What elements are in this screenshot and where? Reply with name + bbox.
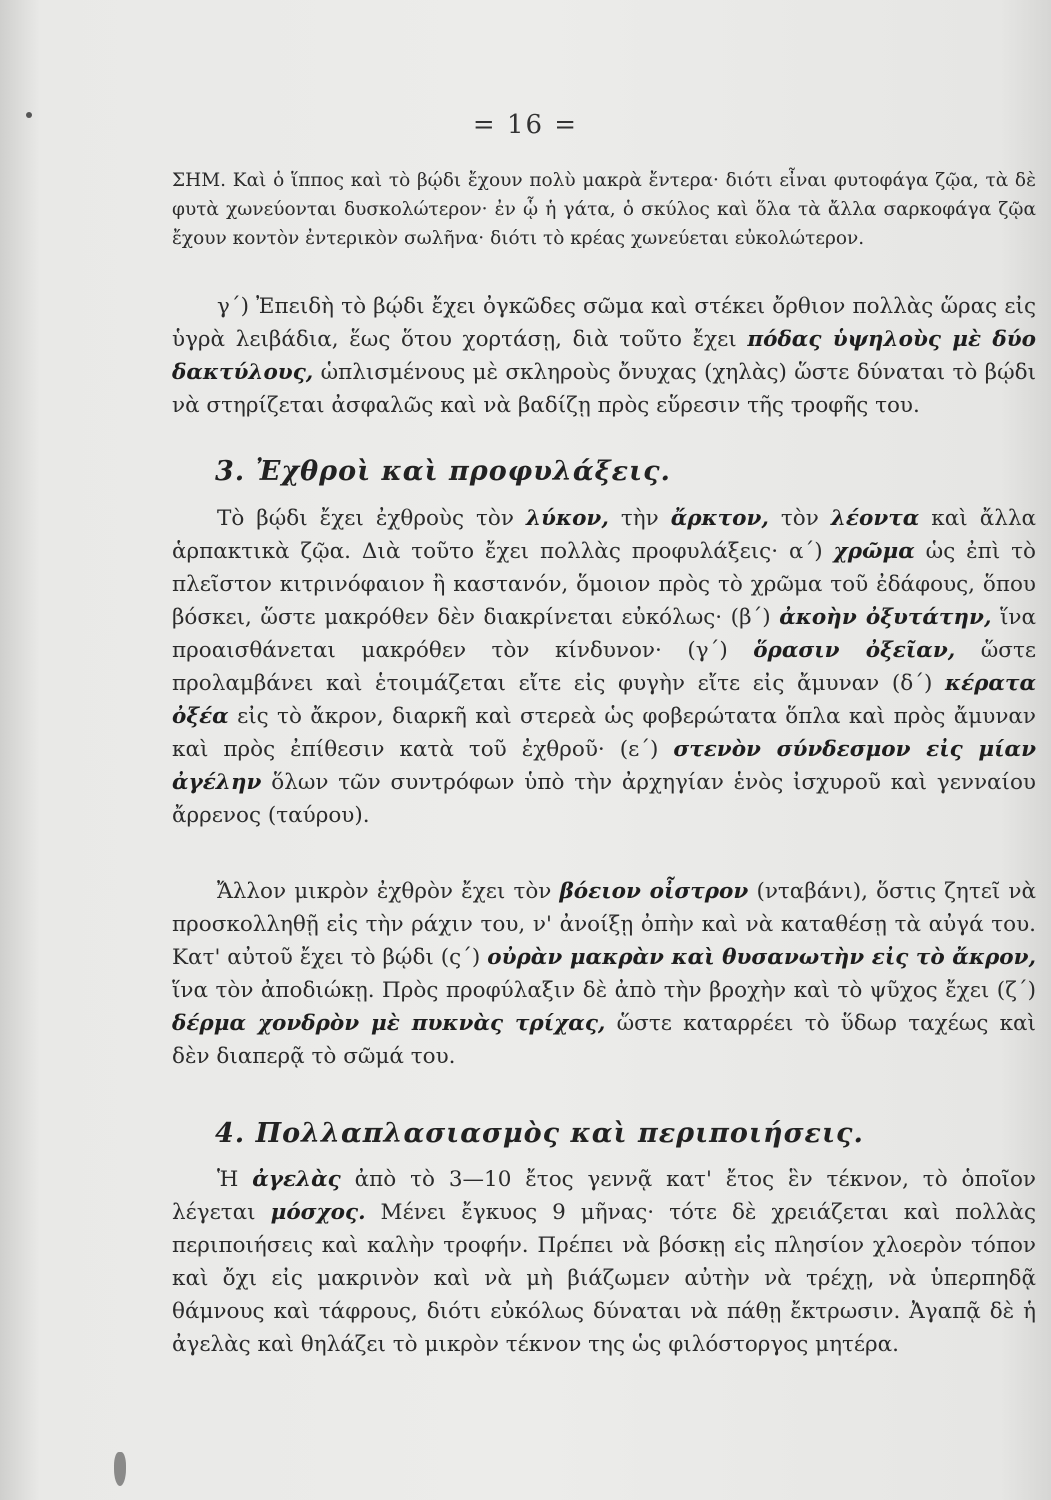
text-run: Ἄλλον μικρὸν ἐχθρὸν ἔχει τὸν (217, 879, 560, 904)
text-run: Μένει ἔγκυος 9 μῆνας· τότε δὲ χρειάζεται καὶ πολλὰς περιποιήσεις καὶ καλὴν τροφήν. Πρέπει νὰ βόσκῃ εἰς πλησίον χλοερὸν τόπον καὶ ὄχι εἰς μακρινὸν καὶ νὰ μὴ βιάζωμεν αὐτὴν νὰ τρέχῃ, νὰ ὑπερπηδᾷ θάμνους καὶ τάφρους, διότι εὐκόλως δύναται νὰ πάθῃ ἔκτρωσιν. Ἀγαπᾷ δὲ ἡ ἀγελὰς καὶ θηλάζει τὸ μικρὸν τέκνον της ὡς φιλόστοργος μητέρα. (172, 1200, 1036, 1357)
text-run: Ἡ (217, 1167, 253, 1192)
text-run: ὥστε καταρρέει τὸ ὕδωρ ταχέως καὶ δὲν διαπερᾷ τὸ σῶμά του. (172, 1011, 1036, 1069)
text-run: Τὸ βῴδι ἔχει ἐχθροὺς τὸν (217, 506, 526, 531)
text-run: ἵνα προαισθάνεται μακρόθεν τὸν κίνδυνον· (γ΄) (172, 605, 1036, 663)
text-run: ὅλων τῶν συντρόφων ὑπὸ τὴν ἀρχηγίαν ἑνὸς ἰσχυροῦ καὶ γενναίου ἄρρενος (ταύρου). (172, 770, 1036, 828)
text-run: ὡς ἐπὶ τὸ πλεῖστον κιτρινόφαιον ἢ καστανόν, ὅμοιον πρὸς τὸ χρῶμα τοῦ ἐδάφους, ὅπου βόσκει, ὥστε μακρόθεν δὲν διακρίνεται εὐκόλως· (β΄) (172, 539, 1036, 630)
paragraph-legs (172, 290, 1036, 422)
emphasized-term: στενὸν σύνδεσμον εἰς μίαν ἀγέλην (172, 737, 1036, 795)
paragraph-reproduction (172, 1163, 1036, 1361)
scan-ink-speck (114, 1452, 126, 1486)
emphasized-term: πόδας ὑψηλοὺς μὲ δύο δακτύλους, (172, 327, 1036, 385)
text-run: ὡπλισμένους μὲ σκληροὺς ὄνυχας (χηλὰς) ὥστε δύναται τὸ βῴδι νὰ στηρίζεται ἀσφαλῶς καὶ νὰ βαδίζῃ πρὸς εὕρεσιν τῆς τροφῆς του. (172, 360, 1036, 418)
emphasized-term: ἀγελὰς (252, 1167, 341, 1192)
text-run: εἰς τὸ ἄκρον, διαρκῆ καὶ στερεὰ ὡς φοβερώτατα ὅπλα καὶ πρὸς ἄμυναν καὶ πρὸς ἐπίθεσιν κατὰ τοῦ ἐχθροῦ· (ε΄) (172, 704, 1036, 762)
note-paragraph: ΣΗΜ. Καὶ ὁ ἵππος καὶ τὸ βῴδι ἔχουν πολὺ μακρὰ ἔντερα· διότι εἶναι φυτοφάγα ζῷα, τὰ δὲ φυτὰ χωνεύονται δυσκολώτερον· ἐν ᾧ ἡ γάτα, ὁ σκύλος καὶ ὅλα τὰ ἄλλα σαρκοφάγα ζῷα ἔχουν κοντὸν ἐντερικὸν σωλῆνα· διότι τὸ κρέας χωνεύεται εὐκολώτερον. (172, 170, 1036, 249)
text-run: καὶ ἄλλα ἁρπακτικὰ ζῷα. Διὰ τοῦτο ἔχει πολλὰς προφυλάξεις· α΄) (172, 506, 1036, 564)
emphasized-term: χρῶμα (833, 539, 915, 564)
emphasized-term: ἄρκτον, (670, 506, 769, 531)
emphasized-term: δέρμα χονδρὸν μὲ πυκνὰς τρίχας, (172, 1011, 606, 1036)
paragraph-enemies (172, 502, 1036, 832)
emphasized-term: οὐρὰν μακρὰν καὶ θυσανωτὴν εἰς τὸ ἄκρον, (487, 945, 1036, 970)
text-run: ὥστε προλαμβάνει καὶ ἑτοιμάζεται εἴτε εἰς φυγὴν εἴτε εἰς ἄμυναν (δ΄) (172, 638, 1036, 696)
emphasized-term: λέοντα (830, 506, 920, 531)
text-run: ἀπὸ τὸ 3—10 ἔτος γεννᾷ κατ' ἔτος ἓν τέκνον, τὸ ὁποῖον λέγεται (172, 1167, 1036, 1225)
page-number: = 16 = (472, 110, 579, 140)
text-run: ἵνα τὸν ἀποδιώκῃ. Πρὸς προφύλαξιν δὲ ἀπὸ τὴν βροχὴν καὶ τὸ ψῦχος ἔχει (ζ΄) (172, 978, 1036, 1003)
emphasized-term: λύκον, (525, 506, 609, 531)
paragraph-gadfly (172, 875, 1036, 1073)
text-run: (νταβάνι), ὅστις ζητεῖ νὰ προσκολληθῇ εἰς τὴν ράχιν του, ν' ἀνοίξῃ ὀπὴν καὶ νὰ καταθέσῃ τὰ αὐγά του. Κατ' αὐτοῦ ἔχει τὸ βῴδι (ς΄) (172, 879, 1037, 970)
emphasized-term: μόσχος. (270, 1200, 366, 1225)
emphasized-term: βόειον οἶστρον (559, 879, 749, 904)
text-run: τὸν (768, 506, 831, 531)
emphasized-term: ἀκοὴν ὀξυτάτην, (779, 605, 992, 630)
emphasized-term: κέρατα ὀξέα (172, 671, 1036, 729)
section-heading-reproduction: 4. Πολλαπλασιασμὸς καὶ περιποιήσεις. (215, 1118, 864, 1149)
section-heading-enemies: 3. Ἐχθροὶ καὶ προφυλάξεις. (215, 456, 671, 487)
emphasized-term: ὅρασιν ὀξεῖαν, (753, 638, 956, 663)
text-run: γ΄) Ἐπειδὴ τὸ βῴδι ἔχει ὀγκῶδες σῶμα καὶ στέκει ὄρθιον πολλὰς ὥρας εἰς ὑγρὰ λειβάδια, ἕως ὅτου χορτάσῃ, διὰ τοῦτο ἔχει (172, 294, 1036, 352)
text-run: τὴν (608, 506, 671, 531)
